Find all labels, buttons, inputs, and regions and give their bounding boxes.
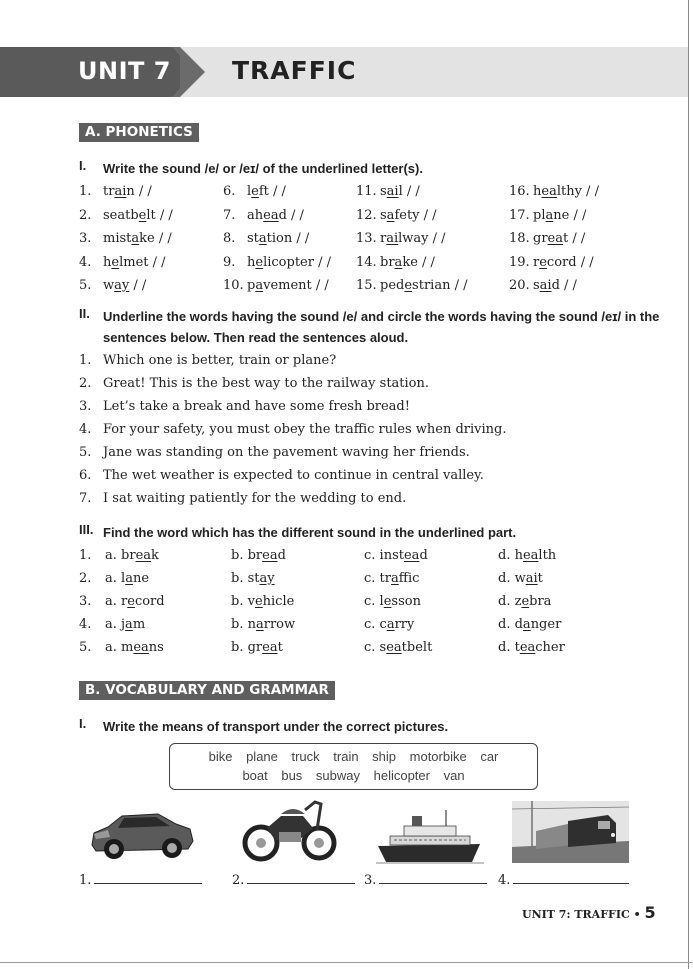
blank-number: 3. bbox=[364, 873, 377, 888]
option-item bbox=[79, 594, 165, 609]
blank-line bbox=[379, 871, 487, 884]
word-part: rrow bbox=[263, 617, 296, 632]
word-part: d bbox=[277, 548, 286, 563]
ship-picture bbox=[376, 810, 484, 865]
word-part: h bbox=[247, 254, 256, 270]
underlined-letters: ea bbox=[547, 231, 563, 246]
word-part: a. l bbox=[105, 571, 126, 586]
word-part: h bbox=[533, 184, 542, 199]
sentence-item bbox=[79, 399, 410, 414]
word-part: lt / / bbox=[146, 207, 173, 223]
question-text: Find the word which has the different sound in the underlined part. bbox=[103, 525, 517, 540]
option-item bbox=[498, 617, 561, 632]
word-part: ke / / bbox=[402, 254, 435, 270]
option-item bbox=[231, 617, 295, 632]
section-b-heading: B. VOCABULARY AND GRAMMAR bbox=[79, 681, 335, 700]
sentence-text: I sat waiting patiently for the wedding to end. bbox=[103, 491, 407, 506]
item-number: 2. bbox=[79, 376, 92, 391]
item-number: 8. bbox=[223, 231, 236, 246]
item-number: 17. bbox=[509, 207, 530, 223]
phonetics-item bbox=[223, 278, 329, 293]
sentence-text: For your safety, you must obey the traffic rules when driving. bbox=[103, 422, 507, 437]
underlined-letters: a bbox=[125, 571, 133, 586]
phonetics-item bbox=[509, 184, 599, 199]
phonetics-item bbox=[79, 231, 172, 246]
option-item bbox=[364, 571, 419, 586]
option-item bbox=[498, 640, 565, 655]
word-part: d. d bbox=[498, 617, 523, 632]
word-part: lmet / / bbox=[119, 254, 166, 270]
item-number: 7. bbox=[79, 491, 92, 506]
word-bank-line-1: bike plane truck train ship motorbike car bbox=[208, 749, 499, 764]
word-part: d / / bbox=[278, 207, 304, 223]
underlined-letters: ai bbox=[386, 231, 399, 246]
underlined-letters: ea bbox=[262, 548, 278, 563]
item-number: 1. bbox=[79, 548, 92, 563]
item-number: 4. bbox=[79, 617, 92, 632]
word-part: br bbox=[380, 254, 395, 270]
word-part: nger bbox=[530, 617, 562, 632]
word-part: vement / / bbox=[263, 278, 329, 293]
sentence-item bbox=[79, 353, 336, 368]
underlined-letters: a bbox=[255, 617, 264, 632]
word-part: w bbox=[103, 278, 115, 293]
word-part: cord / / bbox=[546, 254, 594, 270]
sentence-item bbox=[79, 422, 507, 437]
phonetics-item bbox=[223, 184, 286, 199]
underlined-letters: a bbox=[131, 231, 140, 246]
word-part: tr bbox=[103, 184, 115, 199]
underlined-letters: ea bbox=[403, 548, 420, 563]
word-part: ft / / bbox=[258, 184, 286, 199]
phonetics-item bbox=[79, 208, 173, 223]
word-part: d bbox=[419, 548, 428, 563]
option-item bbox=[364, 640, 432, 655]
motorbike-picture bbox=[241, 798, 337, 863]
item-number: 7. bbox=[223, 207, 236, 223]
item-number: 3. bbox=[79, 399, 92, 414]
word-part: a. br bbox=[105, 548, 136, 563]
word-part: pl bbox=[533, 207, 546, 223]
underlined-letters: e bbox=[404, 278, 413, 293]
word-part: b. st bbox=[231, 571, 260, 586]
item-number: 6. bbox=[223, 184, 236, 199]
option-item bbox=[231, 548, 286, 563]
underlined-letters: a bbox=[522, 617, 531, 632]
blank-number: 4. bbox=[498, 873, 511, 888]
underlined-letters: e bbox=[521, 594, 530, 609]
word-part: c. s bbox=[364, 640, 387, 655]
word-part: tbelt bbox=[401, 640, 433, 655]
item-number: 13. bbox=[356, 231, 377, 246]
word-part: s bbox=[533, 278, 540, 293]
option-item bbox=[364, 594, 421, 609]
item-number: 4. bbox=[79, 254, 92, 270]
word-part: d / / bbox=[551, 278, 577, 293]
option-item bbox=[498, 548, 556, 563]
question-number: III. bbox=[79, 522, 94, 537]
option-item bbox=[364, 617, 414, 632]
item-number: 3. bbox=[79, 231, 92, 246]
underlined-letters: ai bbox=[539, 278, 552, 293]
word-part: n / / bbox=[126, 184, 152, 199]
top-margin bbox=[0, 0, 693, 48]
item-number: 4. bbox=[79, 422, 92, 437]
section-a-heading: A. PHONETICS bbox=[79, 123, 199, 142]
item-number: 2. bbox=[79, 571, 92, 586]
blank-number: 2. bbox=[232, 873, 245, 888]
word-part: a. j bbox=[105, 617, 126, 632]
bottom-margin-line bbox=[0, 962, 693, 963]
phonetics-item bbox=[223, 255, 331, 270]
underlined-letters: ay bbox=[114, 278, 130, 293]
sentence-item bbox=[79, 491, 406, 506]
sentence-text: Jane was standing on the pavement waving her friends. bbox=[103, 445, 470, 460]
underlined-letters: a bbox=[390, 571, 399, 586]
answer-blank[interactable] bbox=[364, 871, 487, 888]
underlined-letters: a bbox=[394, 254, 403, 270]
word-part: ne bbox=[132, 571, 150, 586]
option-item bbox=[231, 640, 283, 655]
word-part: rry bbox=[394, 617, 415, 632]
footer-label: UNIT 7: TRAFFIC bbox=[522, 908, 630, 921]
word-part: t bbox=[277, 640, 283, 655]
sentence-item bbox=[79, 376, 429, 391]
word-part: b. gr bbox=[231, 640, 263, 655]
word-part: c. tr bbox=[364, 571, 391, 586]
word-part: t / / bbox=[563, 231, 586, 246]
underlined-letters: e bbox=[111, 254, 120, 270]
phonetics-item bbox=[223, 208, 304, 223]
underlined-letters: e bbox=[254, 594, 263, 609]
word-part: b. v bbox=[231, 594, 255, 609]
underlined-letters: ea bbox=[133, 640, 149, 655]
option-item bbox=[498, 594, 551, 609]
word-part: ffic bbox=[398, 571, 420, 586]
answer-blank[interactable] bbox=[498, 871, 629, 888]
item-number: 10. bbox=[223, 278, 244, 293]
option-item bbox=[79, 617, 145, 632]
word-part: k bbox=[151, 548, 159, 563]
phonetics-item bbox=[79, 184, 152, 199]
phonetics-item bbox=[356, 184, 420, 199]
underlined-letters: ai bbox=[386, 184, 399, 199]
word-part: h bbox=[103, 254, 112, 270]
phonetics-item bbox=[509, 255, 594, 270]
word-part: ke / / bbox=[139, 231, 172, 246]
word-part: lthy / / bbox=[556, 184, 599, 199]
underlined-letters: a bbox=[386, 617, 395, 632]
underlined-letters: e bbox=[383, 594, 392, 609]
word-part: ns bbox=[148, 640, 164, 655]
unit-title: TRAFFIC bbox=[232, 56, 357, 85]
underlined-letters: ai bbox=[525, 571, 538, 586]
item-number: 9. bbox=[223, 254, 236, 270]
word-part: lway / / bbox=[398, 231, 446, 246]
item-number: 16. bbox=[509, 184, 530, 199]
word-part: sson bbox=[391, 594, 421, 609]
word-part: st bbox=[247, 231, 259, 246]
word-part: s bbox=[380, 184, 387, 199]
underlined-letters: a bbox=[125, 617, 133, 632]
question-number: II. bbox=[79, 306, 90, 321]
word-part: c. c bbox=[364, 617, 387, 632]
underlined-letters: e bbox=[539, 254, 547, 270]
blank-line bbox=[94, 871, 202, 884]
sentence-text: Let’s take a break and have some fresh bread! bbox=[103, 399, 410, 414]
item-number: 1. bbox=[79, 184, 92, 199]
word-part: hicle bbox=[262, 594, 295, 609]
underlined-letters: ea bbox=[262, 640, 278, 655]
word-part: lth bbox=[538, 548, 557, 563]
answer-blank[interactable] bbox=[79, 871, 202, 888]
word-part: r bbox=[533, 254, 540, 270]
phonetics-item bbox=[79, 278, 146, 293]
option-item bbox=[364, 548, 428, 563]
blank-line bbox=[513, 871, 629, 884]
page-edge bbox=[688, 0, 693, 969]
word-part: b. br bbox=[231, 548, 263, 563]
item-number: 5. bbox=[79, 445, 92, 460]
word-part: c. inst bbox=[364, 548, 404, 563]
word-part: d. t bbox=[498, 640, 520, 655]
underlined-letters: a bbox=[255, 278, 264, 293]
word-part: / / bbox=[129, 278, 147, 293]
item-number: 5. bbox=[79, 278, 92, 293]
answer-blank[interactable] bbox=[232, 871, 355, 888]
phonetics-item bbox=[509, 278, 577, 293]
car-picture bbox=[88, 807, 196, 862]
item-number: 14. bbox=[356, 254, 377, 270]
underlined-letters: ea bbox=[135, 548, 152, 563]
word-part: licopter / / bbox=[263, 254, 331, 270]
phonetics-item bbox=[79, 255, 166, 270]
sentence-item bbox=[79, 445, 470, 460]
phonetics-item bbox=[356, 208, 437, 223]
word-part: d. h bbox=[498, 548, 523, 563]
option-item bbox=[231, 594, 294, 609]
option-item bbox=[79, 571, 149, 586]
word-part: t bbox=[537, 571, 543, 586]
underlined-letters: a bbox=[386, 207, 395, 223]
item-number: 11. bbox=[356, 184, 377, 199]
word-part: l bbox=[247, 184, 252, 199]
underlined-letters: ea bbox=[522, 548, 539, 563]
question-number: I. bbox=[79, 716, 87, 731]
underlined-letters: ea bbox=[519, 640, 536, 655]
word-part: ah bbox=[247, 207, 264, 223]
word-bank-box bbox=[169, 743, 538, 790]
underlined-letters: ea bbox=[541, 184, 557, 199]
word-part: cord bbox=[134, 594, 165, 609]
item-number: 6. bbox=[79, 468, 92, 483]
word-part: a. m bbox=[105, 640, 134, 655]
word-part: d. w bbox=[498, 571, 526, 586]
phonetics-item bbox=[223, 231, 309, 246]
option-item bbox=[231, 571, 275, 586]
phonetics-item bbox=[356, 278, 467, 293]
word-part: d. z bbox=[498, 594, 522, 609]
sentence-text: Great! This is the best way to the railway station. bbox=[103, 376, 430, 391]
underlined-letters: ea bbox=[263, 207, 279, 223]
phonetics-item bbox=[356, 231, 446, 246]
word-part: strian / / bbox=[412, 278, 468, 293]
sentence-item bbox=[79, 468, 484, 483]
word-part: gr bbox=[533, 231, 548, 246]
option-item bbox=[79, 640, 164, 655]
word-part: m bbox=[132, 617, 146, 632]
word-part: c. l bbox=[364, 594, 384, 609]
question-text: Write the sound /e/ or /eɪ/ of the underlined letter(s). bbox=[103, 161, 423, 176]
word-part: a. r bbox=[105, 594, 128, 609]
page-footer bbox=[522, 903, 656, 922]
item-number: 19. bbox=[509, 254, 530, 270]
item-number: 1. bbox=[79, 353, 92, 368]
underlined-letters: e bbox=[127, 594, 135, 609]
underlined-letters: ai bbox=[114, 184, 127, 199]
word-part: tion / / bbox=[266, 231, 310, 246]
train-picture bbox=[512, 801, 629, 863]
unit-number: UNIT 7 bbox=[78, 57, 171, 85]
item-number: 15. bbox=[356, 278, 377, 293]
word-part: fety / / bbox=[394, 207, 437, 223]
word-part: cher bbox=[535, 640, 565, 655]
question-text: Underline the words having the sound /e/ and circle the words having the sound /eɪ/ in the sentences below. Then read the sentences aloud. bbox=[103, 309, 660, 345]
underlined-letters: e bbox=[138, 207, 147, 223]
word-part: b. n bbox=[231, 617, 256, 632]
item-number: 12. bbox=[356, 207, 377, 223]
underlined-letters: a bbox=[545, 207, 554, 223]
question-text: Write the means of transport under the correct pictures. bbox=[103, 719, 449, 734]
sentence-text: The wet weather is expected to continue in central valley. bbox=[103, 468, 484, 483]
footer-bullet: • bbox=[633, 908, 641, 921]
blank-line bbox=[247, 871, 355, 884]
item-number: 5. bbox=[79, 640, 92, 655]
word-part: ne / / bbox=[553, 207, 587, 223]
phonetics-item bbox=[356, 255, 435, 270]
blank-number: 1. bbox=[79, 873, 92, 888]
word-part: r bbox=[380, 231, 387, 246]
word-part: bra bbox=[529, 594, 552, 609]
option-item bbox=[498, 571, 543, 586]
word-part: mist bbox=[103, 231, 132, 246]
underlined-letters: ay bbox=[259, 571, 275, 586]
word-part: p bbox=[247, 278, 256, 293]
word-part: ped bbox=[380, 278, 405, 293]
phonetics-item bbox=[509, 231, 585, 246]
word-part: s bbox=[380, 207, 387, 223]
question-number: I. bbox=[79, 158, 87, 173]
word-part: l / / bbox=[398, 184, 420, 199]
phonetics-item bbox=[509, 208, 586, 223]
item-number: 20. bbox=[509, 278, 530, 293]
page-number: 5 bbox=[644, 903, 656, 922]
unit-header bbox=[0, 47, 688, 97]
underlined-letters: a bbox=[258, 231, 267, 246]
word-part: seatb bbox=[103, 207, 139, 223]
underlined-letters: e bbox=[251, 184, 259, 199]
item-number: 2. bbox=[79, 207, 92, 223]
option-item bbox=[79, 548, 159, 563]
item-number: 18. bbox=[509, 231, 530, 246]
sentence-text: Which one is better, train or plane? bbox=[103, 353, 337, 368]
item-number: 3. bbox=[79, 594, 92, 609]
word-bank-line-2: boat bus subway helicopter van bbox=[242, 768, 465, 783]
underlined-letters: e bbox=[255, 254, 264, 270]
underlined-letters: ea bbox=[386, 640, 402, 655]
